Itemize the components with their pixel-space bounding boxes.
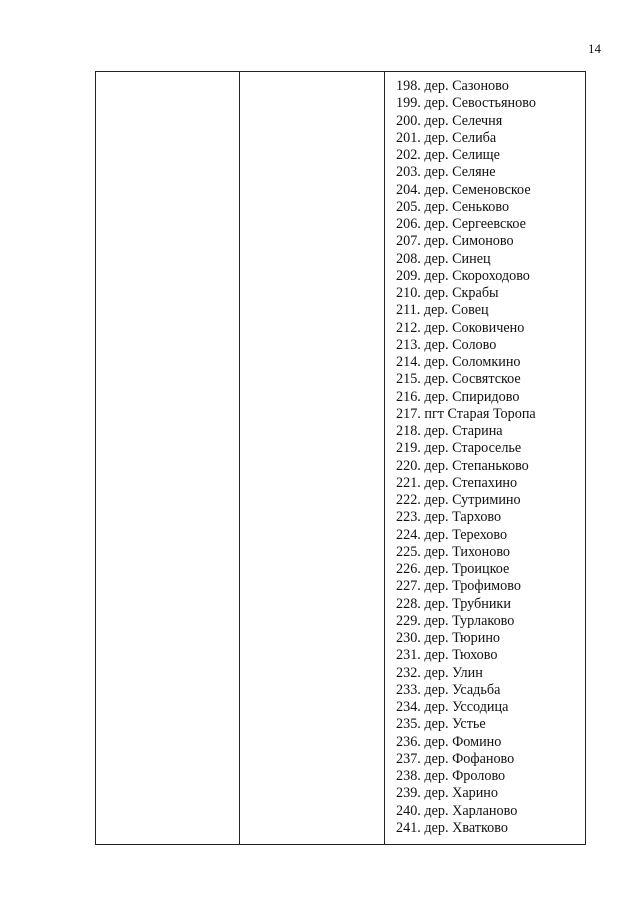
settlement-list-item: 214. дер. Соломкино xyxy=(396,354,521,370)
settlement-list-item: 225. дер. Тихоново xyxy=(396,543,511,560)
settlement-list-item: 199. дер. Севостьяново xyxy=(396,95,536,112)
settlement-list-item: 229. дер. Турлаково xyxy=(396,612,515,629)
settlement-list-item: 220. дер. Степаньково xyxy=(396,457,529,474)
settlements-table xyxy=(95,71,586,845)
settlement-list-item: 235. дер. Устье xyxy=(396,716,486,733)
settlement-list-item: 222. дер. Сутримино xyxy=(396,492,521,508)
settlement-list-item: 209. дер. Скороходово xyxy=(396,267,530,284)
settlement-list-item: 230. дер. Тюрино xyxy=(396,630,501,646)
settlement-list-item: 241. дер. Хватково xyxy=(396,819,508,836)
settlement-list-item: 233. дер. Усадьба xyxy=(396,681,501,698)
settlement-list-item: 203. дер. Селяне xyxy=(396,164,496,181)
settlement-list-item: 236. дер. Фомино xyxy=(396,733,502,750)
settlement-list-item: 205. дер. Сеньково xyxy=(396,198,510,215)
settlement-list-item: 200. дер. Селечня xyxy=(396,112,503,129)
settlement-list-item: 213. дер. Солово xyxy=(396,336,497,353)
settlement-list-item: 207. дер. Симоново xyxy=(396,233,514,250)
settlement-list-item: 218. дер. Старина xyxy=(396,423,503,439)
settlement-list-item: 231. дер. Тюхово xyxy=(396,647,498,664)
settlement-list-item: 206. дер. Сергеевское xyxy=(396,216,526,232)
settlement-list-item: 211. дер. Совец xyxy=(396,302,489,319)
settlement-list-item: 201. дер. Селиба xyxy=(396,129,497,146)
settlement-list-item: 217. пгт Старая Торопа xyxy=(396,405,536,422)
settlement-list-item: 239. дер. Харино xyxy=(396,785,498,802)
settlement-list-item: 226. дер. Троицкое xyxy=(396,561,510,577)
settlement-list-item: 219. дер. Староселье xyxy=(396,440,522,457)
settlement-list-item: 202. дер. Селище xyxy=(396,147,500,163)
settlement-list-item: 210. дер. Скрабы xyxy=(396,285,499,301)
column-divider xyxy=(384,72,385,844)
settlement-list-item: 212. дер. Соковичено xyxy=(396,319,525,336)
settlement-list-item: 232. дер. Улин xyxy=(396,664,483,681)
settlement-list-item: 216. дер. Спиридово xyxy=(396,388,520,405)
settlement-list-item: 198. дер. Сазоново xyxy=(396,78,509,94)
settlement-list-item: 223. дер. Тархово xyxy=(396,509,502,526)
settlement-list-item: 208. дер. Синец xyxy=(396,250,491,267)
settlement-list-item: 240. дер. Харланово xyxy=(396,802,518,819)
settlement-list-item: 204. дер. Семеновское xyxy=(396,181,531,198)
settlement-list xyxy=(396,78,536,837)
settlement-list-item: 228. дер. Трубники xyxy=(396,595,511,612)
settlement-list-item: 238. дер. Фролово xyxy=(396,768,506,784)
settlement-list-item: 221. дер. Степахино xyxy=(396,474,518,491)
page-number: 14 xyxy=(588,41,601,56)
settlement-list-item: 224. дер. Терехово xyxy=(396,526,508,543)
column-divider xyxy=(239,72,240,844)
settlement-list-item: 234. дер. Уссодица xyxy=(396,699,509,715)
settlement-list-item: 215. дер. Сосвятское xyxy=(396,371,521,388)
settlement-list-item: 227. дер. Трофимово xyxy=(396,578,521,595)
settlement-list-item: 237. дер. Фофаново xyxy=(396,750,515,767)
